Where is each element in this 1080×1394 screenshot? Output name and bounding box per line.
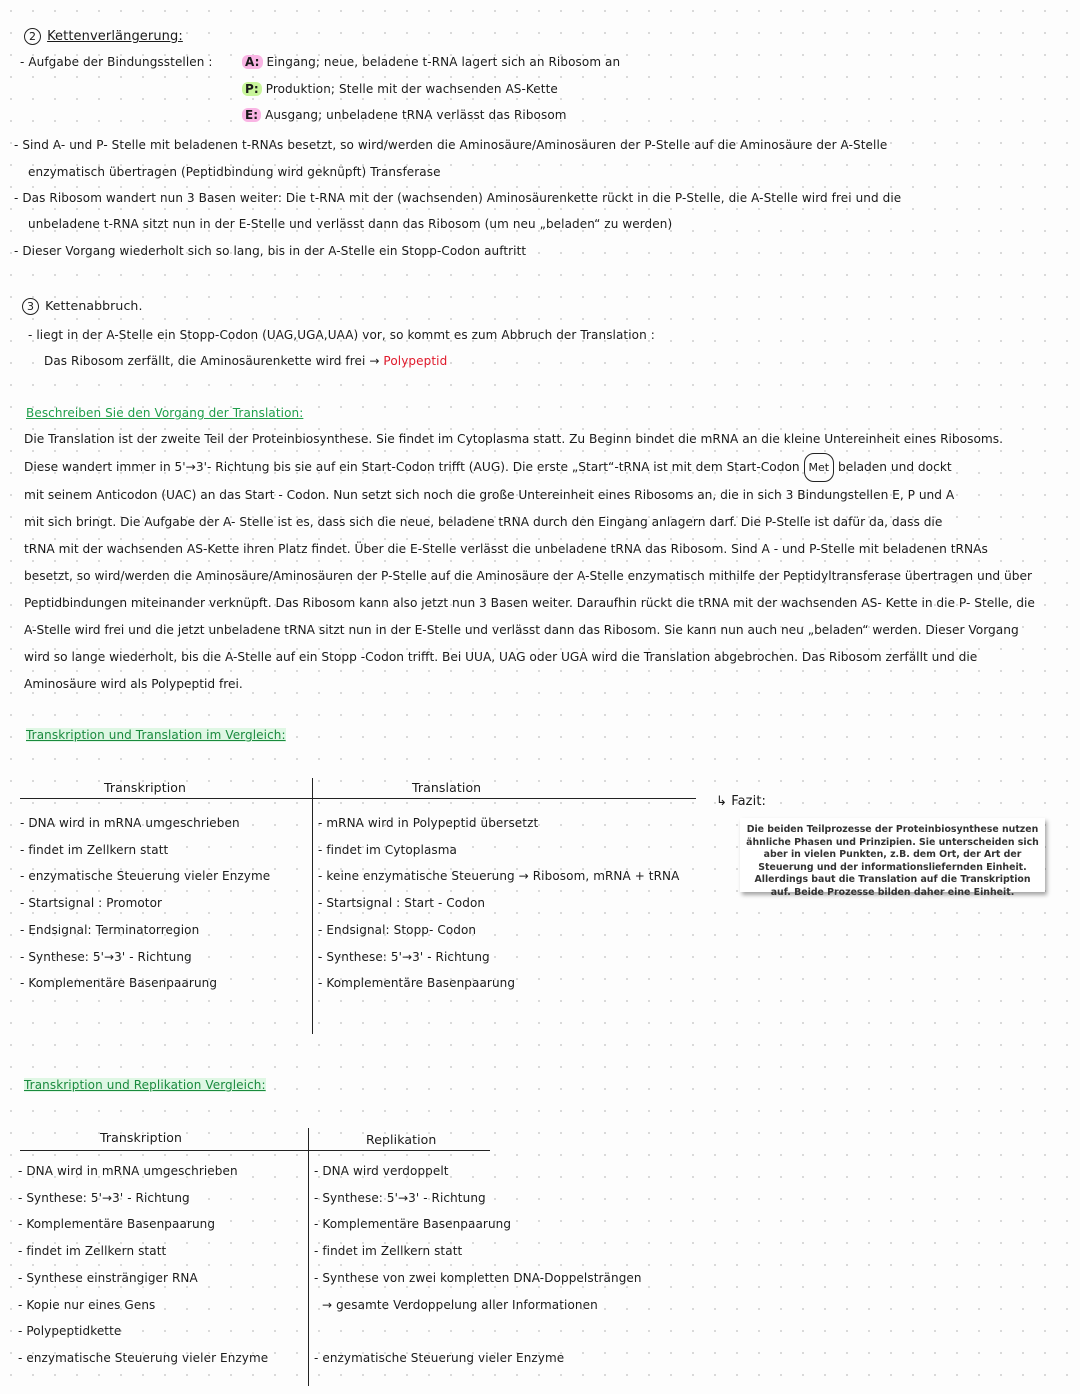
section3-line2-text: Das Ribosom zerfällt, die Aminosäurenkette wird frei <box>44 354 366 368</box>
comparison1-left-title: Transkription <box>104 780 187 795</box>
description-line: Aminosäure wird als Polypeptid frei. <box>24 677 243 691</box>
list-item: - mRNA wird in Polypeptid übersetzt <box>318 816 539 830</box>
description-heading: Beschreiben Sie den Vorgang der Translation: <box>26 406 304 420</box>
list-item <box>314 1318 642 1345</box>
description-line: Die Translation ist der zweite Teil der Proteinbiosynthese. Sie findet im Cytoplasma statt. Zu Beginn bindet die mRNA an die kleine Untereinheit eines Ribosoms. <box>24 432 1004 446</box>
list-item: - findet im Zellkern statt <box>314 1244 463 1259</box>
section2-line: - Sind A- und P- Stelle mit beladenen t-RNAs besetzt, so wird/werden die Aminosäure/Aminosäuren der P-Stelle auf die Aminosäure der A-Stelle <box>14 138 888 152</box>
section2-title: Kettenverlängerung: <box>47 29 183 44</box>
section2-line: unbeladene t-RNA sitzt nun in der E-Stelle und verlässt dann das Ribosom (um neu „beladen“ zu werden) <box>28 217 673 231</box>
list-item: - DNA wird in mRNA umgeschrieben <box>18 1164 238 1178</box>
section2-line: enzymatisch übertragen (Peptidbindung wird geknüpft) Transferase <box>28 165 441 179</box>
list-item: - Synthese: 5'→3' - Richtung <box>318 949 490 964</box>
list-item: - Startsignal : Start - Codon <box>318 896 486 911</box>
arrow-right-icon: → <box>369 354 380 368</box>
list-item: - Synthese: 5'→3' - Richtung <box>18 1190 190 1205</box>
comparison1-right-list <box>318 810 679 997</box>
list-item: - Synthese einsträngiger RNA <box>18 1270 198 1285</box>
description-line-part: Diese wandert immer in 5'→3'- Richtung bis sie auf ein Start-Codon trifft (AUG). Die erste „Start“-tRNA ist mit dem Start-Codon <box>24 460 800 474</box>
comparison2-right-title: Replikation <box>366 1132 437 1147</box>
description-line: Peptidbindungen miteinander verknüpft. Das Ribosom kann also jetzt nun 3 Basen weiter. Daraufhin rückt die tRNA mit der wachsenden AS- Kette in die P- Stelle, die <box>24 596 1035 610</box>
list-item: - Kopie nur eines Gens <box>18 1297 156 1312</box>
site-e-letter: E: <box>242 108 261 122</box>
fazit-arrow-icon: ↳ <box>716 794 727 809</box>
section2-line: - Das Ribosom wandert nun 3 Basen weiter: Die t-RNA mit der (wachsenden) Aminosäurenkette rückt in die P-Stelle, die A-Stelle wird frei und die <box>14 191 902 205</box>
list-item: - Komplementäre Basenpaarung <box>18 1217 216 1232</box>
description-line: tRNA mit der wachsenden AS-Kette ihren Platz findet. Über die E-Stelle verlässt die unbeladene tRNA das Ribosom. Sind A - und P-Stelle mit beladenen tRNAs <box>24 542 988 556</box>
description-line-part: beladen und dockt <box>837 460 952 474</box>
fazit-label: Fazit: <box>731 794 766 809</box>
comparison2-left-list <box>18 1158 268 1372</box>
section3-title: Kettenabbruch. <box>45 298 143 313</box>
description-line: A-Stelle wird frei und die jetzt unbeladene tRNA sitzt nun in der E-Stelle und verlässt dann das Ribosom. Sie kann nun auch neu „beladen“ werden. Dieser Vorgang <box>24 623 1019 637</box>
table-header-rule <box>20 1150 490 1151</box>
list-item: - findet im Zellkern statt <box>20 842 169 857</box>
list-item: - enzymatische Steuerung vieler Enzyme <box>18 1350 269 1365</box>
list-item: - Komplementäre Basenpaarung <box>318 976 516 991</box>
description-line: mit seinem Anticodon (UAC) an das Start - Codon. Nun setzt sich noch die große Untereinheit eines Ribosoms an, die in sich 3 Bindungstellen E, P und A <box>24 488 955 502</box>
list-item: - enzymatische Steuerung vieler Enzyme <box>20 869 271 884</box>
list-item: - Startsignal : Promotor <box>20 896 163 911</box>
fazit-heading <box>716 794 766 809</box>
description-paragraph <box>24 426 1035 698</box>
list-item: - Komplementäre Basenpaarung <box>314 1217 512 1232</box>
list-item: - Synthese: 5'→3' - Richtung <box>20 949 192 964</box>
list-item: → gesamte Verdoppelung aller Informationen <box>322 1297 598 1312</box>
fazit-box: Die beiden Teilprozesse der Proteinbiosynthese nutzen ähnliche Phasen und Prinzipien. Sie unterscheiden sich aber in vielen Punkten, z.B. dem Ort, der Art der Steuerung und der informationsliefernden Einheit. Allerdings baut die Translation auf die Transkription auf. Beide Prozesse bilden daher eine Einheit. <box>740 818 1045 892</box>
list-item: - Polypeptidkette <box>18 1324 122 1339</box>
description-line: besetzt, so wird/werden die Aminosäure/Aminosäuren der P-Stelle auf die Aminosäure der A-Stelle enzymatisch mithilfe der Peptidyltransferase übertragen und über <box>24 569 1033 583</box>
list-item: - Komplementäre Basenpaarung <box>20 976 218 991</box>
site-a-letter: A: <box>242 55 263 69</box>
list-item: - findet im Zellkern statt <box>18 1244 167 1259</box>
section2-heading <box>24 28 183 45</box>
site-p-letter: P: <box>242 82 262 96</box>
comparison1-heading: Transkription und Translation im Vergleich: <box>26 728 286 742</box>
site-a <box>242 55 620 69</box>
comparison1-left-list <box>20 810 270 997</box>
table-column-divider <box>312 778 313 1034</box>
section3-line2 <box>44 354 447 368</box>
list-item: - keine enzymatische Steuerung → Ribosom, mRNA + tRNA <box>318 869 680 884</box>
section2-line: - Dieser Vorgang wiederholt sich so lang, bis in der A-Stelle ein Stopp-Codon auftritt <box>14 244 527 258</box>
list-item: - DNA wird verdoppelt <box>314 1164 449 1178</box>
list-item: - enzymatische Steuerung vieler Enzyme <box>314 1350 565 1365</box>
list-item: - DNA wird in mRNA umgeschrieben <box>20 816 240 830</box>
comparison1-right-title: Translation <box>412 780 482 795</box>
polypeptid-result: Polypeptid <box>383 354 448 368</box>
met-badge: Met <box>804 453 835 482</box>
comparison2-left-title: Transkription <box>100 1130 183 1145</box>
section3-heading <box>22 298 143 315</box>
description-line: mit sich bringt. Die Aufgabe der A- Stelle ist es, dass sich die neue, beladene tRNA durch den Eingang anlagern darf. Die P-Stelle ist dafür da, dass die <box>24 515 943 529</box>
comparison2-right-list <box>314 1158 642 1372</box>
site-p-text: Produktion; Stelle mit der wachsenden AS-Kette <box>265 82 558 96</box>
description-line <box>24 453 1035 482</box>
aufgabe-label: - Aufgabe der Bindungsstellen : <box>20 55 213 69</box>
site-a-text: Eingang; neue, beladene t-RNA lagert sich an Ribosom an <box>266 55 621 69</box>
section-number-circle: 3 <box>22 298 39 315</box>
description-line: wird so lange wiederholt, bis die A-Stelle auf ein Stopp -Codon trifft. Bei UUA, UAG oder UGA wird die Translation abgebrochen. Das Ribosom zerfällt und die <box>24 650 978 664</box>
site-p <box>242 82 558 96</box>
table-header-rule <box>20 798 696 799</box>
comparison2-heading: Transkription und Replikation Vergleich: <box>24 1078 266 1092</box>
section-number-circle: 2 <box>24 28 41 45</box>
list-item: - Synthese: 5'→3' - Richtung <box>314 1190 486 1205</box>
list-item: - Endsignal: Terminatorregion <box>20 922 200 937</box>
list-item: - Endsignal: Stopp- Codon <box>318 922 477 937</box>
table-column-divider <box>308 1128 309 1386</box>
list-item: - findet im Cytoplasma <box>318 842 457 857</box>
list-item: - Synthese von zwei kompletten DNA-Doppelsträngen <box>314 1270 642 1285</box>
site-e <box>242 108 567 122</box>
section3-line1: - liegt in der A-Stelle ein Stopp-Codon (UAG,UGA,UAA) vor, so kommt es zum Abbruch der Translation : <box>28 328 655 342</box>
site-e-text: Ausgang; unbeladene tRNA verlässt das Ribosom <box>265 108 567 122</box>
